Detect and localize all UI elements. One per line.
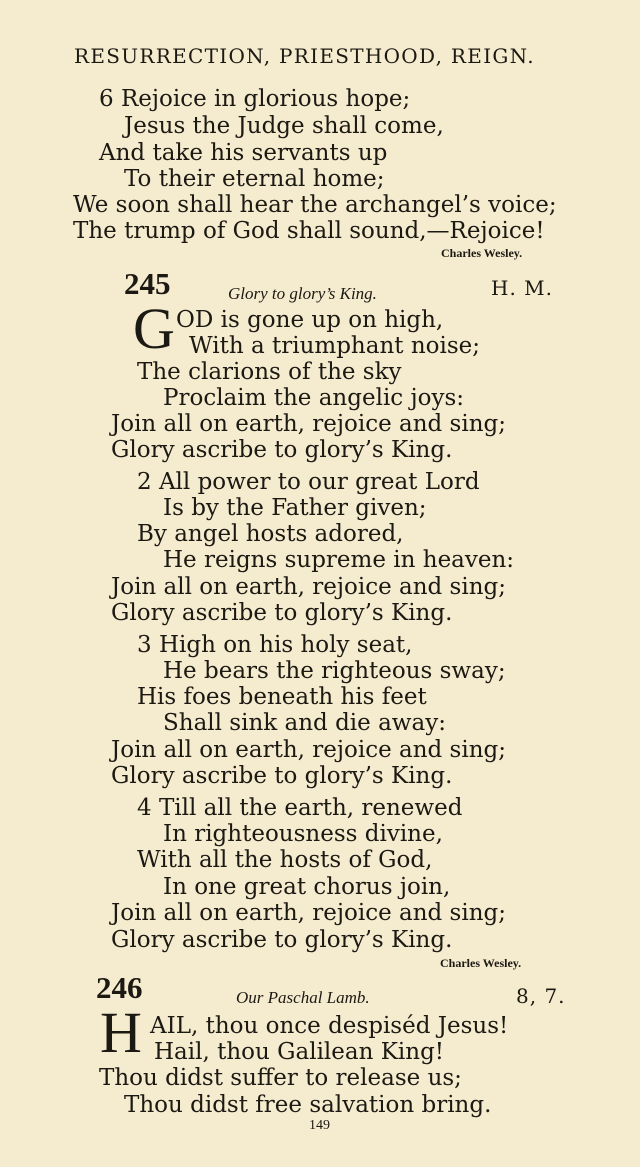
verse-line: And take his servants up	[99, 140, 388, 166]
verse-line: Hail, thou Galilean King!	[154, 1039, 445, 1065]
hymn-meter: H. M.	[491, 276, 553, 300]
verse-line: Thou didst free salvation bring.	[124, 1092, 492, 1118]
verse-line: We soon shall hear the archangel’s voice;	[73, 192, 557, 218]
verse-line: 2 All power to our great Lord	[137, 469, 480, 495]
verse-line: Join all on earth, rejoice and sing;	[111, 900, 506, 926]
hymn-title: Our Paschal Lamb.	[236, 988, 370, 1007]
verse-line: Shall sink and die away:	[163, 710, 446, 736]
verse-line: 6 Rejoice in glorious hope;	[99, 86, 411, 112]
verse-line: In righteousness divine,	[163, 821, 443, 847]
author-credit: Charles Wesley.	[441, 246, 523, 260]
author-credit: Charles Wesley.	[440, 956, 522, 970]
verse-line: The trump of God shall sound,—Rejoice!	[73, 218, 545, 244]
verse-line: 3 High on his holy seat,	[137, 632, 413, 658]
drop-cap: H	[100, 1000, 142, 1065]
verse-line: Proclaim the angelic joys:	[163, 385, 465, 411]
verse-line: Join all on earth, rejoice and sing;	[111, 411, 506, 437]
verse-line: Glory ascribe to glory’s King.	[111, 927, 453, 953]
verse-line: Join all on earth, rejoice and sing;	[111, 574, 506, 600]
verse-line: His foes beneath his feet	[137, 684, 427, 710]
verse-line: Is by the Father given;	[163, 495, 427, 521]
verse-line: The clarions of the sky	[137, 359, 402, 385]
verse-line: With all the hosts of God,	[137, 847, 433, 873]
verse-line: Thou didst suffer to release us;	[99, 1065, 462, 1091]
verse-line: In one great chorus join,	[163, 874, 451, 900]
verse-line: Glory ascribe to glory’s King.	[111, 600, 453, 626]
hymn-number: 245	[124, 266, 171, 301]
verse-line: Jesus the Judge shall come,	[124, 113, 444, 139]
verse-line: Join all on earth, rejoice and sing;	[111, 737, 506, 763]
verse-line: To their eternal home;	[124, 166, 385, 192]
verse-line: AIL, thou once despiséd Jesus!	[150, 1013, 509, 1039]
verse-line: With a triumphant noise;	[189, 333, 480, 359]
verse-line: Glory ascribe to glory’s King.	[111, 437, 453, 463]
hymn-number: 246	[96, 970, 143, 1005]
verse-line: 4 Till all the earth, renewed	[137, 795, 463, 821]
page-number: 149	[309, 1118, 330, 1133]
drop-cap: G	[133, 296, 175, 361]
verse-line: He bears the righteous sway;	[163, 658, 506, 684]
verse-line: OD is gone up on high,	[176, 307, 444, 333]
hymn-meter: 8, 7.	[516, 984, 566, 1008]
verse-line: He reigns supreme in heaven:	[163, 547, 515, 573]
page-header: RESURRECTION, PRIESTHOOD, REIGN.	[74, 44, 535, 68]
verse-line: By angel hosts adored,	[137, 521, 404, 547]
verse-line: Glory ascribe to glory’s King.	[111, 763, 453, 789]
hymn-title: Glory to glory’s King.	[228, 284, 377, 303]
